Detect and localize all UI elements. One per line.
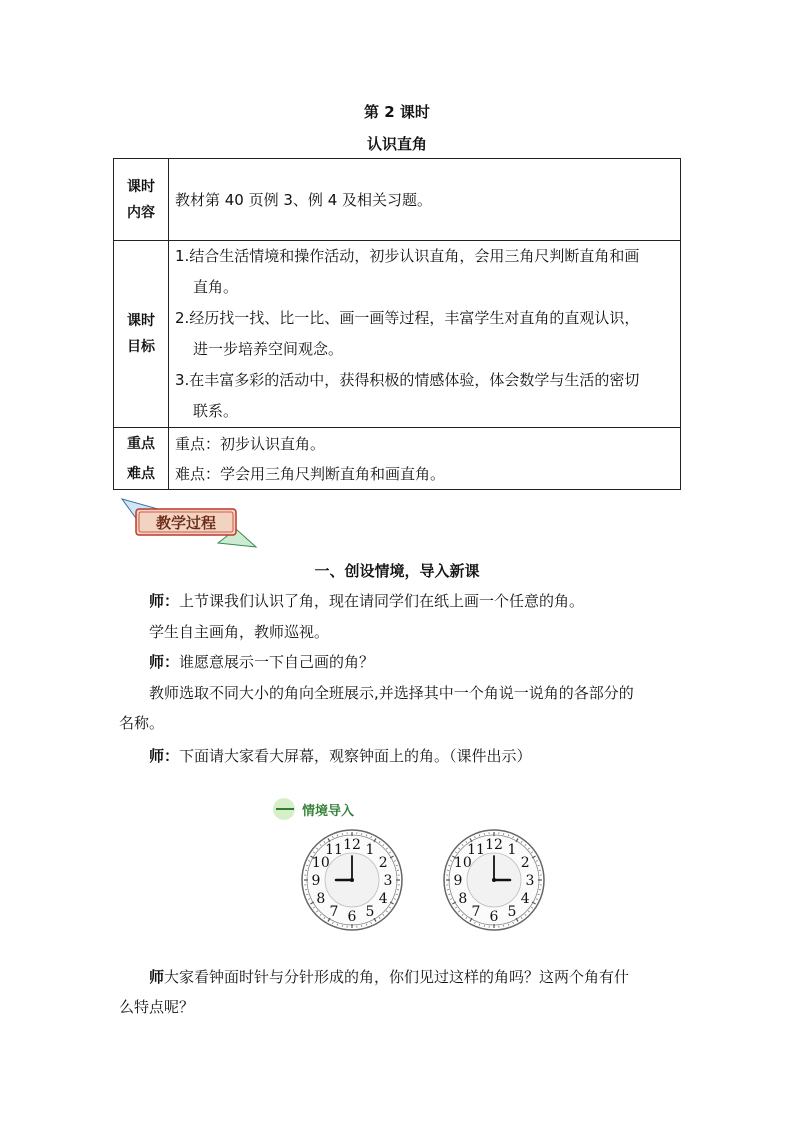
row-header-line: 目标 [127, 339, 155, 355]
clock-numeral: 4 [520, 891, 530, 907]
row-header-line: 课时 [127, 313, 155, 329]
clock-nine-oclock [300, 828, 404, 932]
goal-item-continued: 进一步培养空间观念。 [193, 340, 344, 358]
clock-numeral: 1 [365, 841, 375, 858]
clock-numeral: 1 [507, 841, 517, 858]
row-header-line: 难点 [127, 465, 155, 482]
goals-cell [169, 241, 681, 428]
goal-item: 1.结合生活情境和操作活动，初步认识直角，会用三角尺判断直角和画 [175, 247, 640, 265]
clock-numeral: 6 [347, 909, 357, 925]
clock-numeral: 5 [365, 904, 375, 921]
tag-label: 情境导入 [302, 804, 355, 819]
row-header-line: 内容 [127, 204, 155, 221]
clock-numeral: 12 [343, 837, 361, 853]
row-header-line: 课时 [127, 178, 155, 195]
clock-numeral: 3 [525, 873, 535, 889]
clock-three-oclock [442, 828, 546, 932]
goal-item: 2.经历找一找、比一比、画一画等过程，丰富学生对直角的直观认识， [175, 309, 640, 327]
clock-numeral: 5 [507, 904, 517, 921]
paragraph [119, 647, 679, 677]
clock-numeral: 11 [467, 841, 485, 858]
clock-numeral: 9 [453, 873, 463, 889]
clock-numeral: 8 [458, 891, 468, 907]
paragraph-text-continued: 么特点呢？ [119, 998, 195, 1016]
table-row [114, 428, 681, 490]
speaker-label: 师： [149, 653, 180, 671]
clock-numeral: 8 [316, 891, 326, 907]
clock-numeral: 6 [489, 909, 499, 925]
lesson-number: 第 2 课时 [364, 103, 430, 121]
row-header [114, 241, 169, 428]
paragraph [119, 586, 679, 616]
table-row [114, 159, 681, 241]
section-heading: 一、创设情境，导入新课 [314, 562, 480, 580]
row-header [114, 428, 169, 490]
lesson-title: 认识直角 [366, 135, 427, 153]
content-cell: 教材第 40 页例 3、例 4 及相关习题。 [169, 159, 681, 241]
clock-numeral: 10 [311, 855, 330, 871]
goal-item-continued: 联系。 [193, 402, 239, 420]
difficult-point: 难点：学会用三角尺判断直角和画直角。 [175, 464, 446, 483]
paragraph [119, 678, 679, 738]
paragraph-text: 大家看钟面时针与分针形成的角，你们见过这样的角吗？这两个角有什 [164, 968, 630, 986]
speaker-label: 师： [149, 747, 180, 765]
paragraph-text: 学生自主画角，教师巡视。 [149, 623, 330, 641]
clock-numeral: 7 [329, 904, 339, 921]
clock-numeral: 3 [383, 873, 393, 889]
goal-item-continued: 直角。 [193, 278, 239, 296]
paragraph [119, 617, 679, 647]
key-points-cell [169, 428, 681, 490]
paragraph-text: 谁愿意展示一下自己画的角？ [179, 653, 375, 671]
speaker-label: 师 [149, 968, 165, 986]
paragraph [119, 741, 679, 771]
paragraph-text-continued: 名称。 [119, 714, 165, 732]
row-header-line: 重点 [127, 435, 155, 452]
clock-center [492, 878, 496, 882]
paragraph-text: 教师选取不同大小的角向全班展示,并选择其中一个角说一说角的各部分的 [149, 684, 634, 702]
speaker-label: 师： [149, 592, 180, 610]
badge-label: 教学过程 [155, 514, 217, 532]
paragraph-text: 下面请大家看大屏幕，观察钟面上的角。（课件出示） [179, 747, 532, 765]
paper-plane-icon [118, 495, 258, 549]
key-point: 重点：初步认识直角。 [175, 434, 326, 453]
clock-numeral: 2 [378, 855, 388, 871]
clock-numeral: 7 [471, 904, 481, 921]
clock-numeral: 11 [325, 841, 343, 858]
paragraph [119, 962, 679, 1022]
clock-numeral: 9 [311, 873, 321, 889]
clock-numeral: 12 [485, 837, 503, 853]
clock-center [350, 878, 354, 882]
lesson-plan-table [113, 158, 681, 490]
row-header [114, 159, 169, 241]
clock-numeral: 2 [520, 855, 530, 871]
scene-intro-tag [272, 796, 372, 822]
clock-numeral: 4 [378, 891, 388, 907]
paragraph-text: 上节课我们认识了角，现在请同学们在纸上画一个任意的角。 [179, 592, 585, 610]
teaching-process-badge [118, 495, 258, 549]
clock-numeral: 10 [453, 855, 472, 871]
table-row [114, 241, 681, 428]
goal-item: 3.在丰富多彩的活动中，获得积极的情感体验，体会数学与生活的密切 [175, 371, 640, 389]
